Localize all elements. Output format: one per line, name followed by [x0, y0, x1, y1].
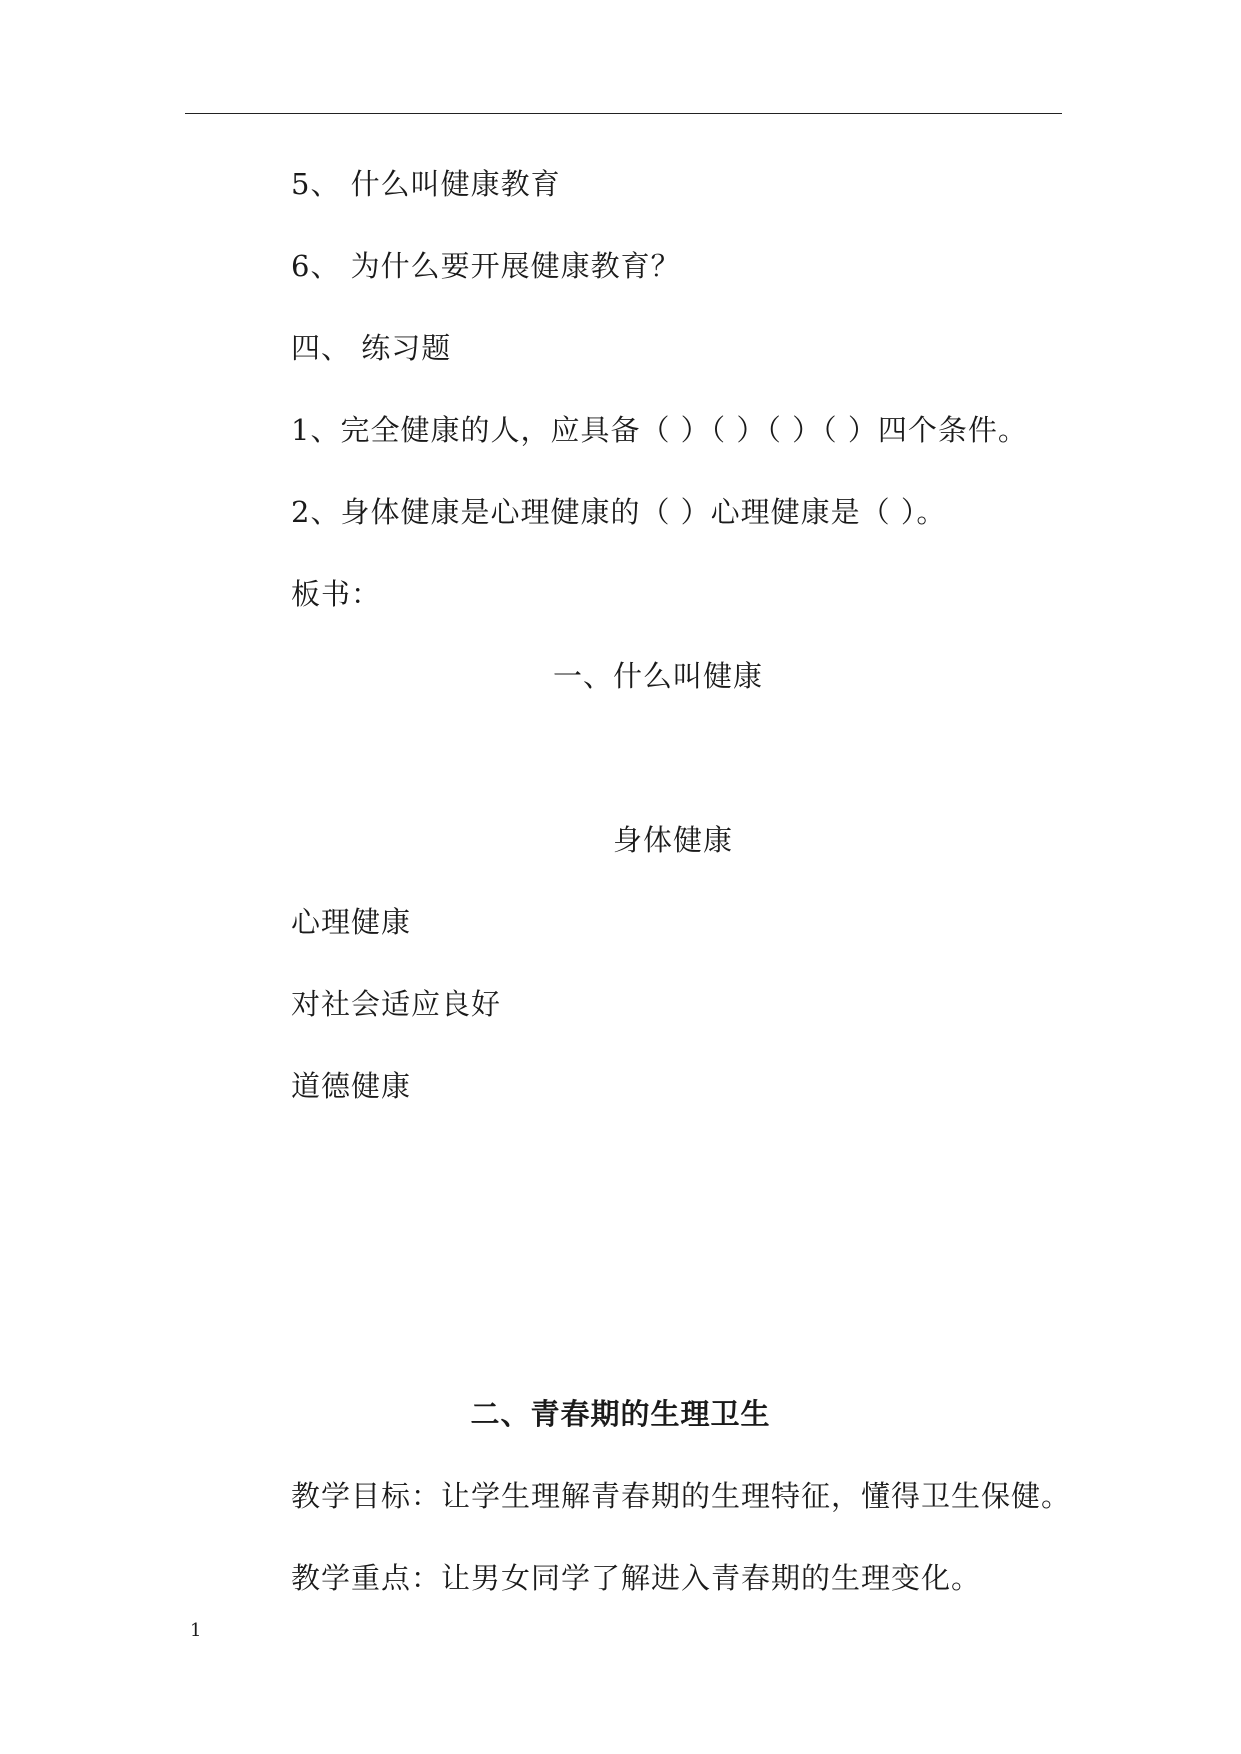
header-rule — [185, 113, 1062, 114]
teaching-focus: 教学重点：让男女同学了解进入青春期的生理变化。 — [291, 1561, 982, 1595]
section-2-title: 二、青春期的生理卫生 — [470, 1397, 771, 1431]
question-5: 5、 什么叫健康教育 — [291, 167, 561, 201]
exercise-2: 2、身体健康是心理健康的（ ）心理健康是（ ）。 — [291, 495, 947, 529]
board-item-social: 对社会适应良好 — [291, 987, 502, 1021]
exercise-1: 1、完全健康的人，应具备（ ）（ ）（ ）（ ）四个条件。 — [291, 413, 1028, 447]
board-item-mental: 心理健康 — [291, 905, 412, 939]
board-label: 板书： — [291, 577, 382, 611]
question-6: 6、 为什么要开展健康教育？ — [291, 249, 681, 283]
board-item-moral: 道德健康 — [291, 1069, 412, 1103]
board-title: 一、什么叫健康 — [553, 659, 764, 693]
board-item-physical: 身体健康 — [613, 823, 734, 857]
teaching-goal: 教学目标：让学生理解青春期的生理特征，懂得卫生保健。 — [291, 1479, 1072, 1513]
exercises-heading: 四、 练习题 — [291, 331, 452, 365]
page-number: 1 — [190, 1620, 202, 1641]
